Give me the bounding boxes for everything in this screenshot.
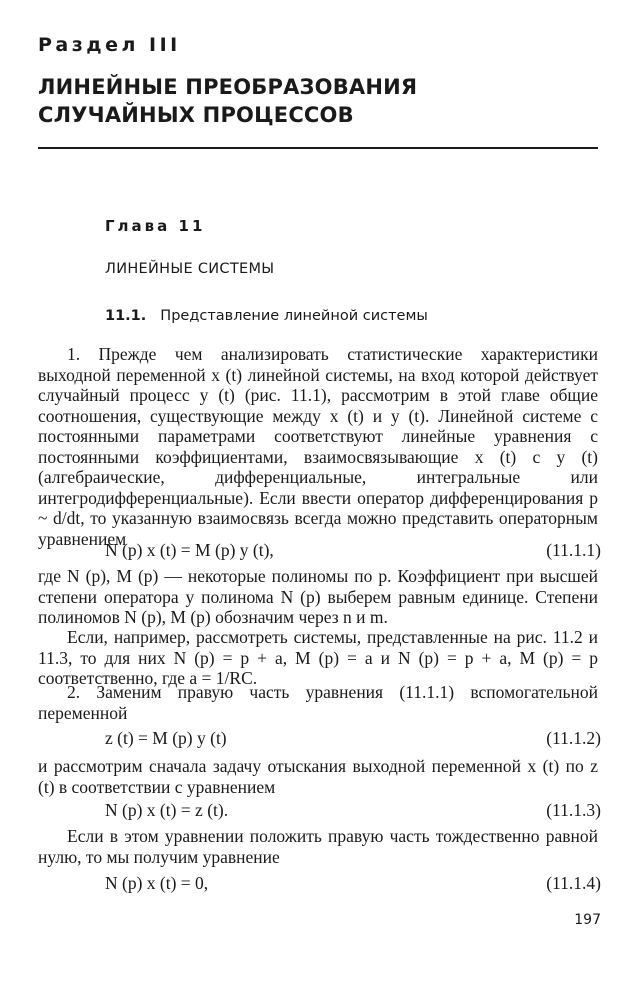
section-label: Раздел III — [38, 34, 181, 56]
section-title-line-1: ЛИНЕЙНЫЕ ПРЕОБРАЗОВАНИЯ — [38, 75, 418, 99]
subsection-number: 11.1. — [105, 308, 147, 324]
section-title-line-2: СЛУЧАЙНЫХ ПРОЦЕССОВ — [38, 103, 354, 127]
equation-11-1-2: z (t) = M (p) y (t) — [105, 728, 227, 748]
paragraph-1: 1. Прежде чем анализировать статистические характеристики выходной переменной x (t) линейной системы, на вход которой действует случайный процесс y (t) (рис. 11.1), рассмотрим в этой главе общие соотношения, существующие между x (t) и y (t). Линейной системе с постоянными параметрами соответствуют линейные уравнения с постоянными коэффициентами, взаимосвязывающие x (t) с y (t) (алгебраические, дифференциальные, интегральные или интегродифференциальные). Если ввести оператор дифференцирования p ~ d/dt, то указанную взаимосвязь всегда можно представить операторным уравнением — [38, 344, 598, 549]
equation-number-11-1-3: (11.1.3) — [546, 800, 601, 820]
subsection-heading — [105, 308, 428, 324]
chapter-title: ЛИНЕЙНЫЕ СИСТЕМЫ — [105, 261, 275, 277]
paragraph-2: где N (p), M (p) — некоторые полиномы по p. Коэффициент при высшей степени оператора у полинома N (p) выберем равным единице. Степени полиномов N (p), M (p) обозначим через n и m. — [38, 566, 598, 627]
paragraph-3: Если, например, рассмотреть системы, представленные на рис. 11.2 и 11.3, то для них N (p) = p + a, M (p) = a и N (p) = p + a, M (p) = p соответственно, где a = 1/RC. — [38, 627, 598, 688]
equation-11-1-3: N (p) x (t) = z (t). — [105, 800, 229, 820]
chapter-label: Глава 11 — [105, 217, 206, 235]
section-divider — [38, 147, 598, 149]
equation-11-1-1: N (p) x (t) = M (p) y (t), — [105, 540, 274, 560]
subsection-title: Представление линейной системы — [160, 308, 428, 324]
section-title — [38, 73, 417, 129]
equation-number-11-1-1: (11.1.1) — [546, 540, 601, 560]
equation-number-11-1-2: (11.1.2) — [546, 728, 601, 748]
paragraph-4: 2. Заменим правую часть уравнения (11.1.1) вспомогательной переменной — [38, 682, 598, 723]
equation-number-11-1-4: (11.1.4) — [546, 873, 601, 893]
equation-11-1-4: N (p) x (t) = 0, — [105, 873, 209, 893]
page-number: 197 — [574, 912, 601, 928]
paragraph-6: Если в этом уравнении положить правую часть тождественно равной нулю, то мы получим уравнение — [38, 826, 598, 867]
paragraph-5: и рассмотрим сначала задачу отыскания выходной переменной x (t) по z (t) в соответствии с уравнением — [38, 756, 598, 797]
